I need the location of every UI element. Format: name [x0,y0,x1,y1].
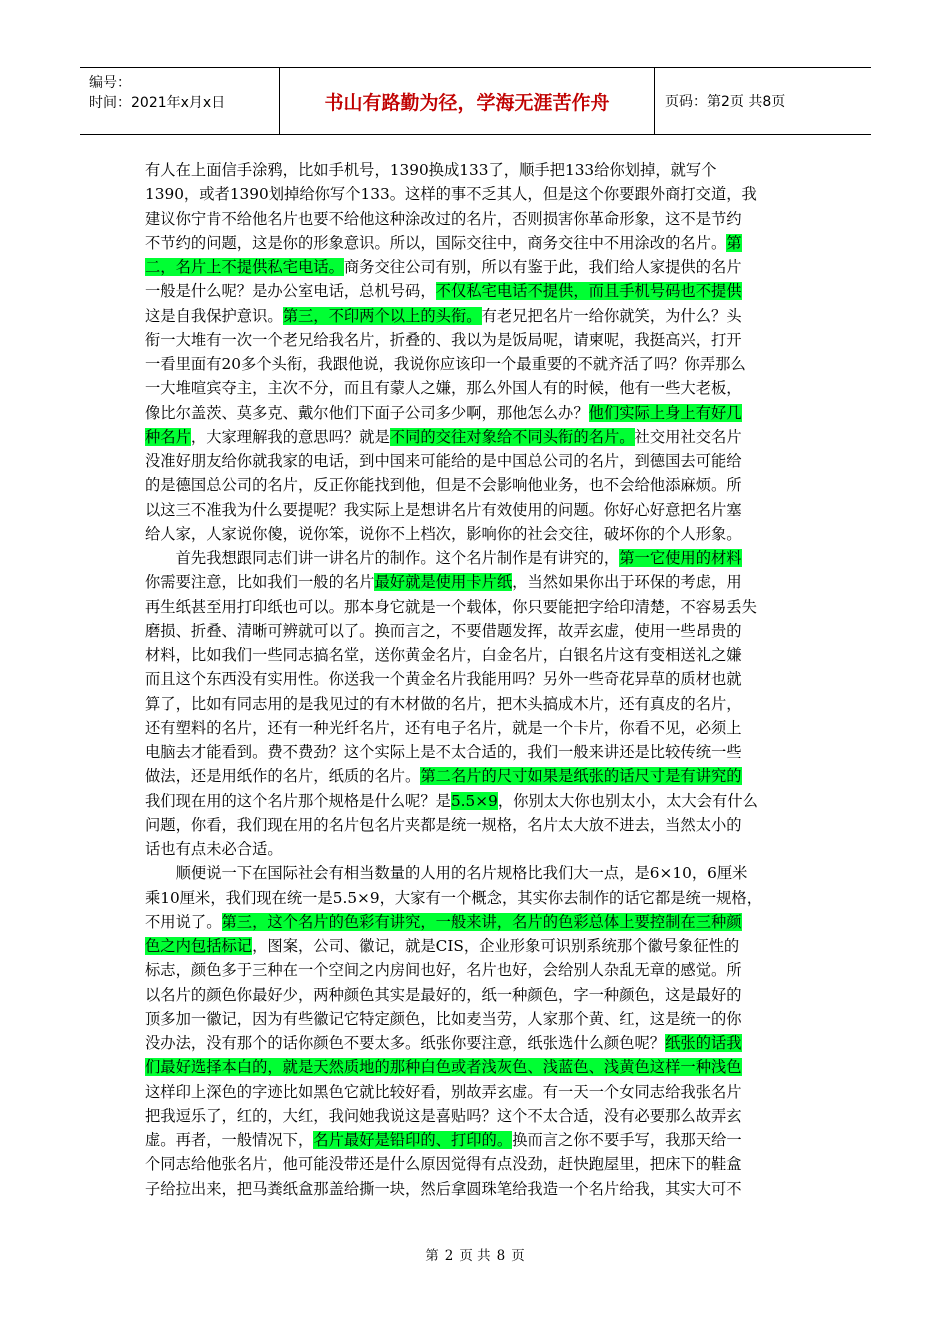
text-line [145,910,807,934]
text-segment: 问题，你看，我们现在用的名片包名片夹都是统一规格，名片太大放不进去，当然太小的 [145,815,742,834]
text-segment: 一看里面有20多个头衔，我跟他说，我说你应该印一个最重要的不就齐活了吗？你弄那么 [145,355,746,373]
text-line [145,789,807,813]
text-segment: 电脑去才能看到。费不费劲？这个实际上是不太合适的，我们一般来讲还是比较传统一些 [145,743,742,761]
text-line [145,401,807,425]
text-line [145,231,807,255]
text-segment: 以名片的颜色你最好少，两种颜色其实是最好的，纸一种颜色，字一种颜色，这是最好的 [145,985,742,1004]
text-segment: ，图案，公司、徽记，就是CIS，企业形象可识别系统那个徽号象征性的 [252,937,740,955]
text-line [145,449,807,473]
page-header [80,67,871,135]
text-segment: 像比尔盖茨、莫多克、戴尔他们下面子公司多少啊，那他怎么办？ [145,403,589,422]
text-segment: 你需要注意，比如我们一般的名片 [145,573,375,592]
text-segment: 这样印上深色的字迹比如黑色它就比较好看，别故弄玄虚。有一天一个女同志给我张名片 [145,1082,742,1101]
text-segment: 做法，还是用纸作的名片，纸质的名片。 [145,767,421,786]
text-line [145,813,807,837]
text-line [145,934,807,958]
text-segment: 一般是什么呢？是办公室电话，总机号码， [145,282,436,301]
text-segment: 不用说了。 [145,912,222,931]
text-line [145,546,807,570]
text-line [145,352,807,376]
highlighted-text: 第 [726,233,742,252]
text-segment: ，当然如果你出于环保的考虑，用 [512,573,742,592]
text-line [145,498,807,522]
highlighted-text: 第二名片的尺寸如果是纸张的话尺寸是有讲究的 [420,767,742,786]
header-meta [80,68,280,134]
text-segment: 一大堆喧宾夺主，主次不分，而且有蒙人之嫌，那么外国人有的时候，他有一些大老板， [145,379,742,398]
text-segment: 我们现在用的这个名片那个规格是什么呢？是 [145,791,451,810]
text-segment: 换而言之你不要手写，我那天给一 [512,1131,742,1149]
text-line [145,619,807,643]
document-body [145,158,807,1201]
text-line [145,861,807,885]
text-segment: 个同志给他张名片，他可能没带还是什么原因觉得有点没劲，赶快跑屋里，把床下的鞋盒 [145,1155,742,1174]
highlighted-text: 不同的交往对象给不同头衔的名片。 [389,427,635,446]
text-segment: 标志，颜色多于三种在一个空间之内房间也好，名片也好，会给别人杂乱无章的感觉。所 [145,961,742,980]
text-line [145,886,807,910]
text-segment: 衔一大堆有一次一个老兄给我名片，折叠的、我以为是饭局呢，请柬呢，我挺高兴，打开 [145,330,742,349]
footer-suffix: 页 [511,1248,525,1264]
text-segment: 顶多加一徽记，因为有些徽记它特定颜色，比如麦当劳，人家那个黄、红，这是统一的你 [145,1009,742,1028]
text-segment: 而且这个东西没有实用性。你送我一个黄金名片我能用吗？另外一些奇花异草的质材也就 [145,670,742,689]
header-motto: 书山有路勤为径，学海无涯苦作舟 [280,68,655,134]
text-line [145,279,807,303]
highlighted-text: 第一它使用的材料 [619,549,742,567]
text-line [145,1128,807,1152]
text-line [145,1080,807,1104]
text-line [145,376,807,400]
text-line [145,425,807,449]
document-number: 编号： [89,75,131,91]
text-segment: 首先我想跟同志们讲一讲名片的制作。这个名片制作是有讲究的， [145,549,620,567]
highlighted-text: 第三，不印两个以上的头衔。 [282,306,482,325]
text-line [145,958,807,982]
page-footer [0,1244,950,1264]
text-line [145,1031,807,1055]
footer-current-page: 2 [444,1248,454,1264]
highlighted-text: 名片最好是铅印的、打印的。 [313,1131,513,1149]
text-segment: 再生纸甚至用打印纸也可以。那本身它就是一个载体，你只要能把字给印清楚，不容易丢失 [145,597,757,616]
text-line [145,716,807,740]
text-segment: 没准好朋友给你就我家的电话，到中国来可能给的是中国总公司的名片，到德国去可能给 [145,452,742,470]
text-line [145,1104,807,1128]
text-segment: 子给拉出来，把马粪纸盒那盖给撕一块，然后拿圆珠笔给我造一个名片给我，其实大可不 [145,1179,742,1198]
text-segment: 顺便说一下在国际社会有相当数量的人用的名片规格比我们大一点，是6×10，6厘米 [145,864,748,883]
text-segment: 这是自我保护意识。 [145,306,283,325]
text-line [145,570,807,594]
text-line [145,1152,807,1176]
highlighted-text: 5.5×9 [450,791,498,810]
text-segment: ，大家理解我的意思吗？就是 [190,427,390,446]
text-line [145,595,807,619]
footer-prefix: 第 [425,1248,439,1264]
highlighted-text: 不仅私宅电话不提供，而且手机号码也不提供 [435,282,742,301]
text-line [145,207,807,231]
document-date: 时间：2021年x月x日 [89,95,226,111]
highlighted-text: 纸张的话我 [665,1034,742,1052]
highlighted-text: 他们实际上身上有好几 [588,403,742,422]
text-segment: 给人家，人家说你傻，说你笨，说你不上档次，影响你的社会交往，破坏你的个人形象。 [145,524,742,543]
text-segment: 的是德国总公司的名片，反正你能找到他，但是不会影响他业务，也不会给他添麻烦。所 [145,476,742,495]
text-segment: 1390，或者1390划掉给你写个133。这样的事不乏其人，但是这个你要跟外商打交道，我 [145,185,757,204]
footer-middle: 页 共 [459,1248,491,1264]
highlighted-text: 最好就是使用卡片纸 [374,573,513,592]
text-segment: 算了，比如有同志用的是我见过的有木材做的名片，把木头搞成木片，还有真皮的名片， [145,694,742,713]
text-segment: 有老兄把名片一给你就笑，为什么？头 [481,306,742,325]
text-segment: 不节约的问题，这是你的形象意识。所以，国际交往中，商务交往中不用涂改的名片。 [145,233,727,252]
text-line [145,667,807,691]
text-segment: 话也有点未必合适。 [145,840,283,858]
text-segment: 有人在上面信手涂鸦，比如手机号，1390换成133了，顺手把133给你划掉，就写个 [145,161,717,179]
text-line [145,692,807,716]
highlighted-text: 们最好选择本白的，就是天然质地的那种白色或者浅灰色、浅蓝色、浅黄色这样一种浅色 [145,1058,742,1077]
text-segment: 虚。再者，一般情况下， [145,1131,314,1149]
text-line [145,643,807,667]
text-segment: 还有塑料的名片，还有一种光纤名片，还有电子名片，就是一个卡片，你看不见，必须上 [145,718,742,737]
text-line [145,473,807,497]
text-segment: 乘10厘米，我们现在统一是5.5×9，大家有一个概念，其实你去制作的话它都是统一规格， [145,888,763,907]
text-line [145,1007,807,1031]
text-line [145,522,807,546]
text-segment: 没办法，没有那个的话你颜色不要太多。纸张你要注意，纸张选什么颜色呢？ [145,1034,666,1052]
text-segment: 社交用社交名片 [634,427,742,446]
header-page-number: 页码：第2页 共8页 [665,94,786,110]
text-line [145,740,807,764]
text-segment: 磨损、折叠、清晰可辨就可以了。换而言之，不要借题发挥，故弄玄虚，使用一些昂贵的 [145,621,742,640]
highlighted-text: 色之内包括标记 [145,937,253,955]
text-line [145,764,807,788]
highlighted-text: 种名片 [145,427,191,446]
text-segment: 材料，比如我们一些同志搞名堂，送你黄金名片，白金名片，白银名片这有变相送礼之嫌 [145,646,742,664]
text-line [145,328,807,352]
text-line [145,182,807,206]
text-line [145,1177,807,1201]
footer-total-pages: 8 [496,1248,506,1264]
highlighted-text: 第三，这个名片的色彩有讲究，一般来讲，名片的色彩总体上要控制在三种颜 [221,912,742,931]
text-segment: 建议你宁肯不给他名片也要不给他这种涂改过的名片，否则损害你革命形象，这不是节约 [145,209,742,228]
highlighted-text: 二，名片上不提供私宅电话。 [145,258,344,276]
text-line [145,837,807,861]
text-line [145,158,807,182]
text-line [145,1055,807,1079]
text-line [145,304,807,328]
text-line [145,983,807,1007]
text-segment: 商务交往公司有别，所以有鉴于此，我们给人家提供的名片 [343,258,742,276]
text-segment: 以这三不准我为什么要提呢？我实际上是想讲名片有效使用的问题。你好心好意把名片塞 [145,500,742,519]
text-segment: ，你别太大你也别太小，太大会有什么 [497,791,758,810]
text-line [145,255,807,279]
text-segment: 把我逗乐了，红的，大红，我问她我说这是喜贴吗？这个不太合适，没有必要那么故弄玄 [145,1106,742,1125]
